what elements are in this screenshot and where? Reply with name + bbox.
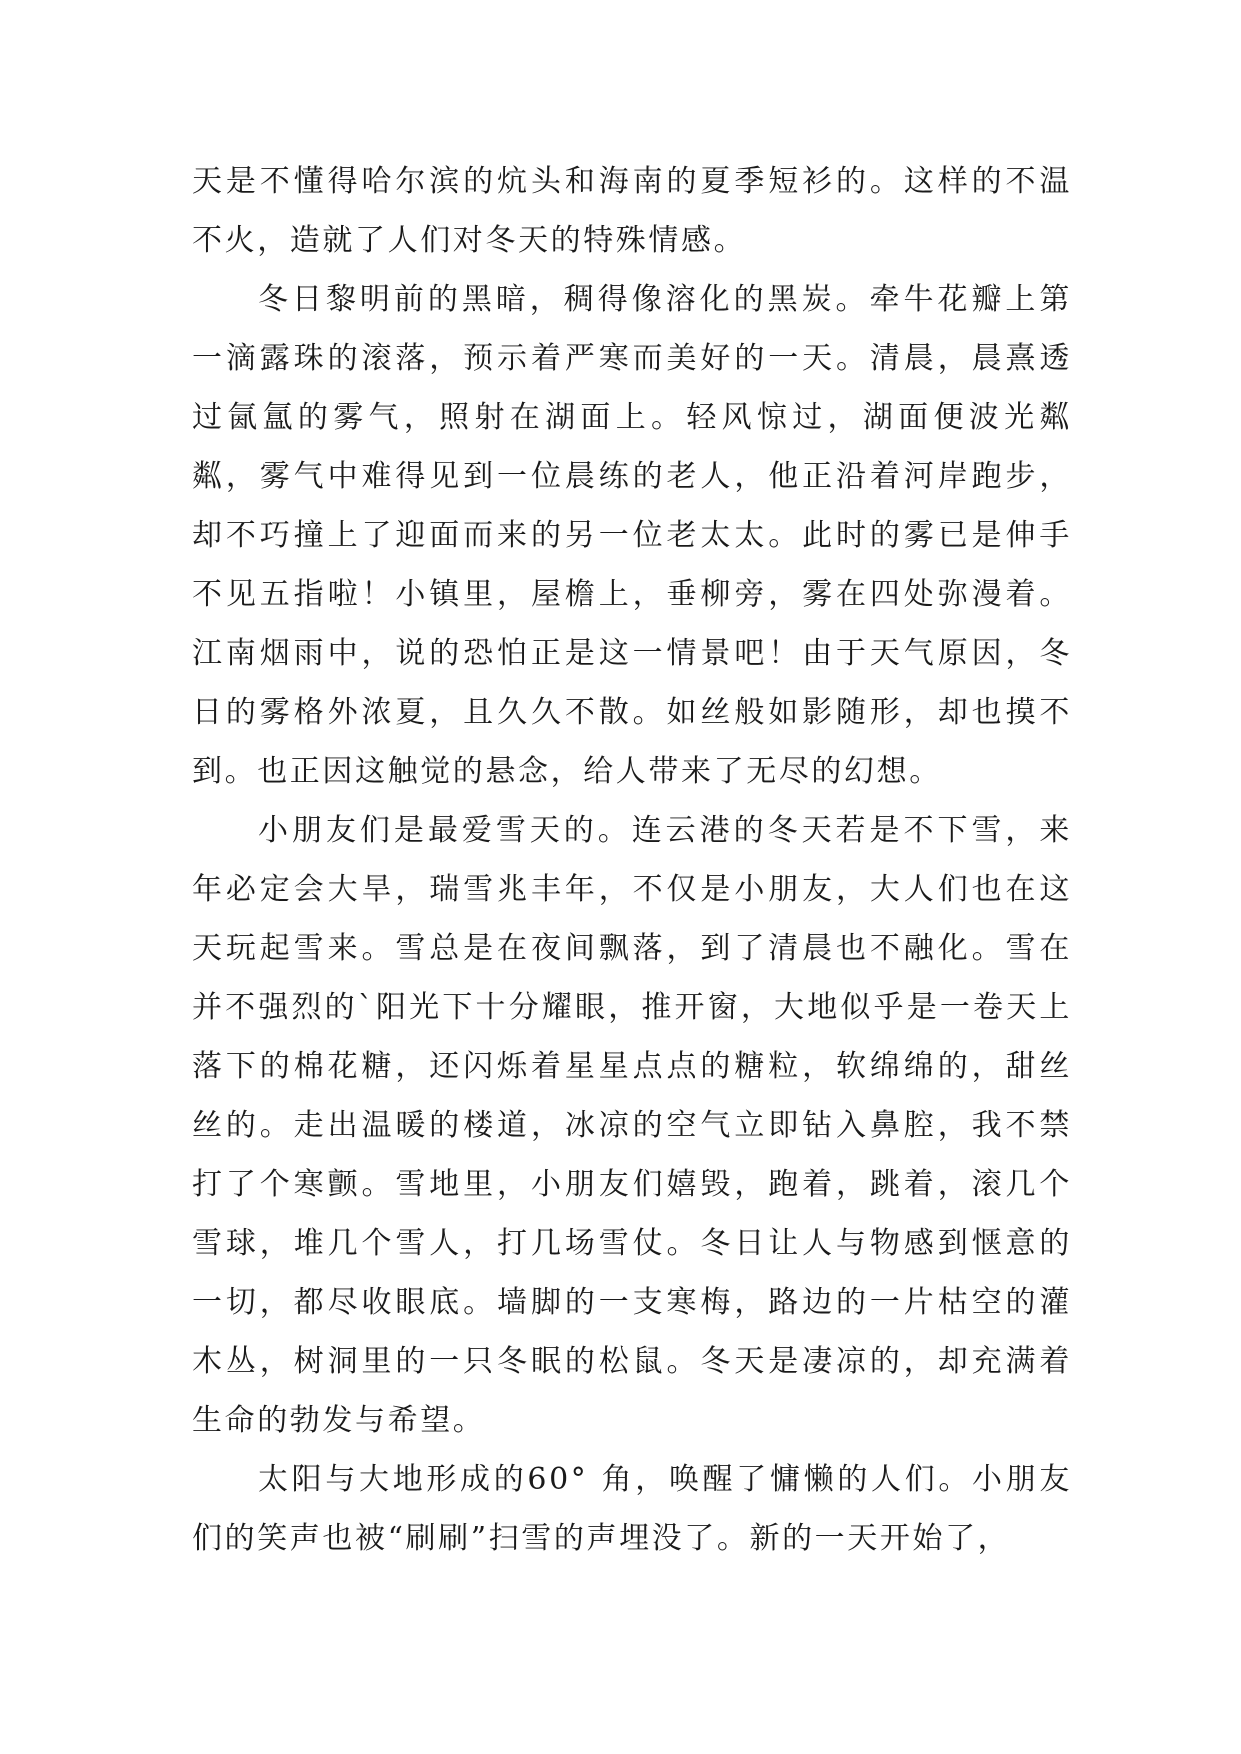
- document-body: [192, 152, 1072, 1568]
- paragraph-continued: 天是不懂得哈尔滨的炕头和海南的夏季短衫的。这样的不温不火，造就了人们对冬天的特殊情感。: [192, 164, 1072, 258]
- paragraph-winter-fog: 冬日黎明前的黑暗，稠得像溶化的黑炭。牵牛花瓣上第一滴露珠的滚落，预示着严寒而美好的一天。清晨，晨熹透过氤氲的雾气，照射在湖面上。轻风惊过，湖面便波光粼粼，雾气中难得见到一位晨练的老人，他正沿着河岸跑步，却不巧撞上了迎面而来的另一位老太太。此时的雾已是伸手不见五指啦！小镇里，屋檐上，垂柳旁，雾在四处弥漫着。江南烟雨中，说的恐怕正是这一情景吧！由于天气原因，冬日的雾格外浓夏，且久久不散。如丝般如影随形，却也摸不到。也正因这触觉的悬念，给人带来了无尽的幻想。: [192, 282, 1072, 789]
- paragraph-snow-day: 小朋友们是最爱雪天的。连云港的冬天若是不下雪，来年必定会大旱，瑞雪兆丰年，不仅是小朋友，大人们也在这天玩起雪来。雪总是在夜间飘落，到了清晨也不融化。雪在并不强烈的`阳光下十分耀眼，推开窗，大地似乎是一卷天上落下的棉花糖，还闪烁着星星点点的糖粒，软绵绵的，甜丝丝的。走出温暖的楼道，冰凉的空气立即钻入鼻腔，我不禁打了个寒颤。雪地里，小朋友们嬉毁，跑着，跳着，滚几个雪球，堆几个雪人，打几场雪仗。冬日让人与物感到惬意的一切，都尽收眼底。墙脚的一支寒梅，路边的一片枯空的灌木丛，树洞里的一只冬眠的松鼠。冬天是凄凉的，却充满着生命的勃发与希望。: [192, 813, 1072, 1438]
- paragraph-sunrise: 太阳与大地形成的60° 角，唤醒了慵懒的人们。小朋友们的笑声也被“刷刷”扫雪的声埋没了。新的一天开始了，: [192, 1462, 1072, 1556]
